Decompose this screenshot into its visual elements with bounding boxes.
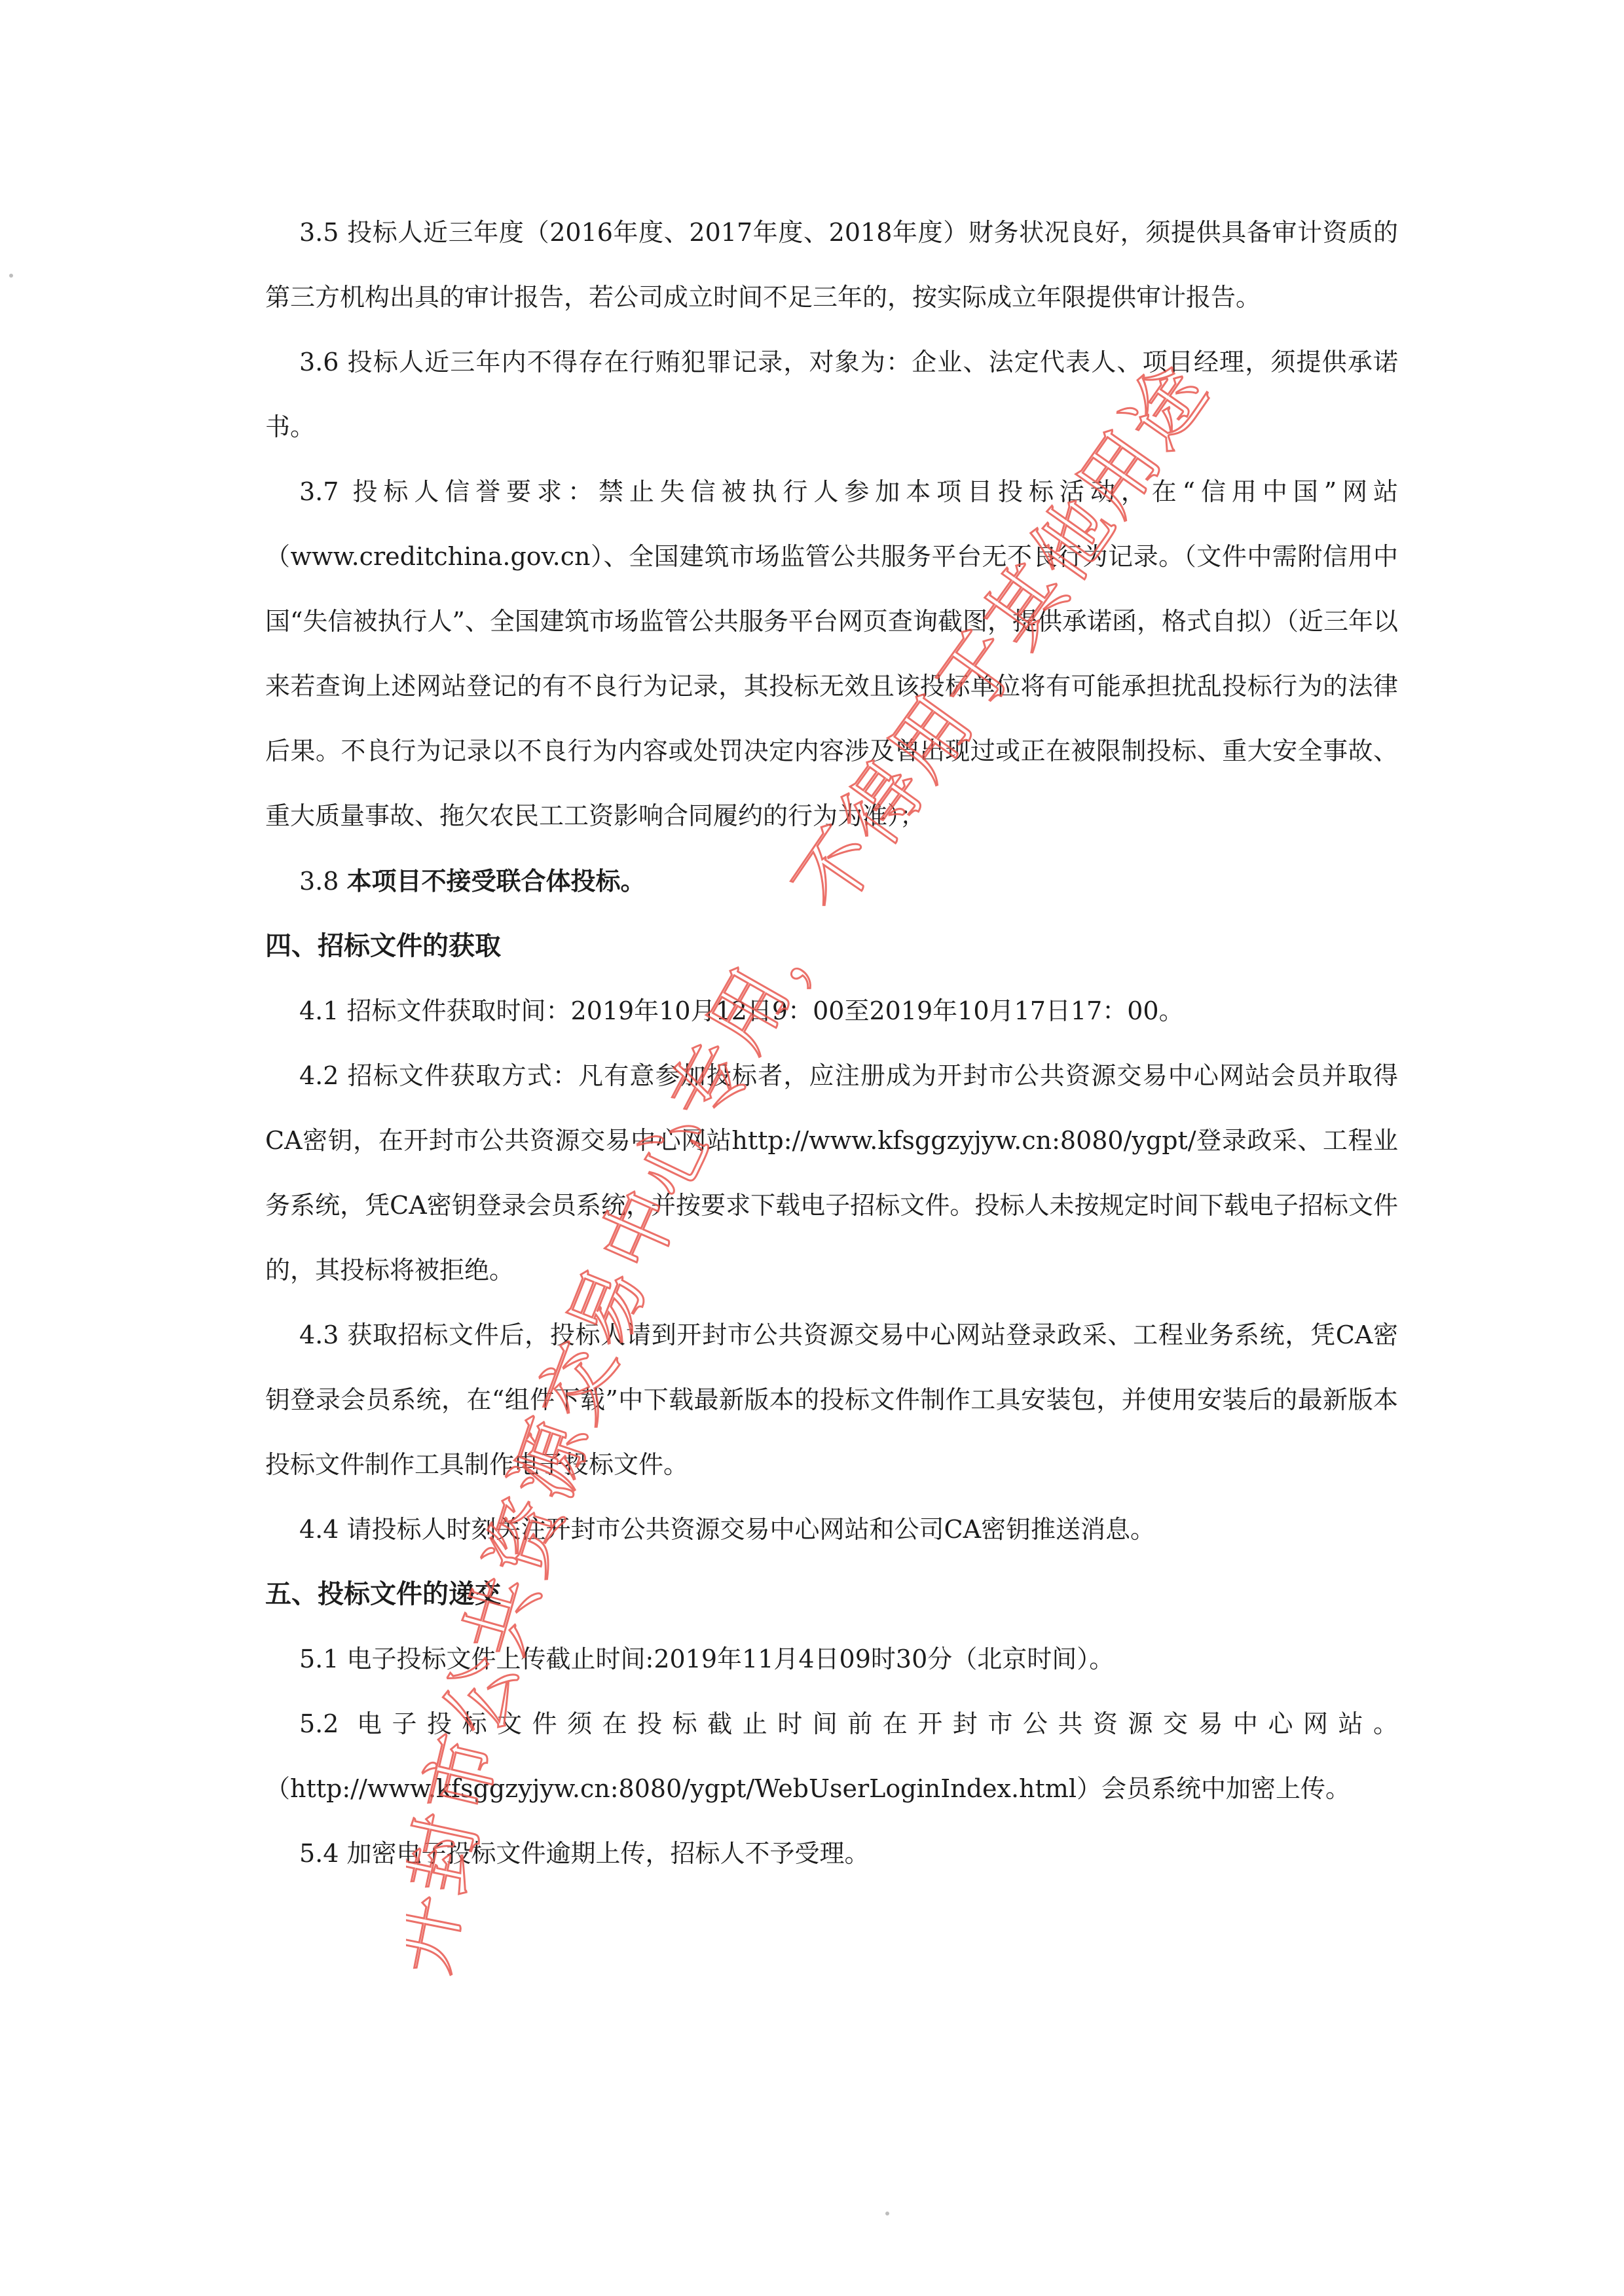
paragraph-3-8-text: 本项目不接受联合体投标。: [346, 866, 646, 896]
scan-speck: [9, 274, 13, 278]
paragraph-5-1: 5.1 电子投标文件上传截止时间:2019年11月4日09时30分（北京时间）。: [299, 1645, 1115, 1673]
paragraph-3-6: 3.6 投标人近三年内不得存在行贿犯罪记录，对象为：企业、法定代表人、项目经理，须提供承诺书。: [265, 348, 1398, 441]
paragraph-3-7: 3.7 投标人信誉要求：禁止失信被执行人参加本项目投标活动，在“信用中国”网站（www.creditchina.gov.cn）、全国建筑市场监管公共服务平台无不良行为记录。（文件中需附信用中国“失信被执行人”、全国建筑市场监管公共服务平台网页查询截图，提供承诺函，格式自拟）（近三年以来若查询上述网站登记的有不良行为记录，其投标无效且该投标单位将有可能承担扰乱投标行为的法律后果。不良行为记录以不良行为内容或处罚决定内容涉及曾出现过或正在被限制投标、重大安全事故、重大质量事故、拖欠农民工工资影响合同履约的行为为准）；: [265, 477, 1398, 830]
paragraph-3-8-number: 3.8: [299, 867, 347, 896]
paragraph-4-3: 4.3 获取招标文件后，投标人请到开封市公共资源交易中心网站登录政采、工程业务系统，凭CA密钥登录会员系统，在“组件下载”中下载最新版本的投标文件制作工具安装包，并使用安装后的最新版本投标文件制作工具制作电子投标文件。: [265, 1321, 1398, 1479]
paragraph-3-8: [265, 848, 1398, 914]
scan-speck: [885, 2212, 889, 2215]
document-body: [265, 200, 1398, 1886]
watermark-text: 市公共资源交易中心专用，不得用于其他用途: [408, 346, 1227, 1823]
paragraph-5-2: 5.2 电子投标文件须在投标截止时间前在开封市公共资源交易中心网站。（http://www.kfsggzyjyw.cn:8080/ygpt/WebUserLoginIndex.html）会员系统中加密上传。: [265, 1709, 1398, 1803]
section-heading-5: 五、投标文件的递交: [265, 1579, 501, 1609]
paragraph-4-1: 4.1 招标文件获取时间：2019年10月12日9：00至2019年10月17日17：00。: [299, 996, 1184, 1025]
section-heading-4: 四、招标文件的获取: [265, 931, 501, 961]
paragraph-4-4: 4.4 请投标人时刻关注开封市公共资源交易中心网站和公司CA密钥推送消息。: [299, 1515, 1156, 1544]
paragraph-4-2: 4.2 招标文件获取方式：凡有意参加投标者，应注册成为开封市公共资源交易中心网站会员并取得CA密钥，在开封市公共资源交易中心网站http://www.kfsggzyjyw.cn:8080/ygpt/登录政采、工程业务系统，凭CA密钥登录会员系统，并按要求下载电子招标文件。投标人未按规定时间下载电子招标文件的，其投标将被拒绝。: [265, 1061, 1398, 1285]
paragraph-3-5: 3.5 投标人近三年度（2016年度、2017年度、2018年度）财务状况良好，须提供具备审计资质的第三方机构出具的审计报告，若公司成立时间不足三年的，按实际成立年限提供审计报告。: [265, 218, 1398, 312]
paragraph-5-4: 5.4 加密电子投标文件逾期上传，招标人不予受理。: [299, 1839, 870, 1868]
